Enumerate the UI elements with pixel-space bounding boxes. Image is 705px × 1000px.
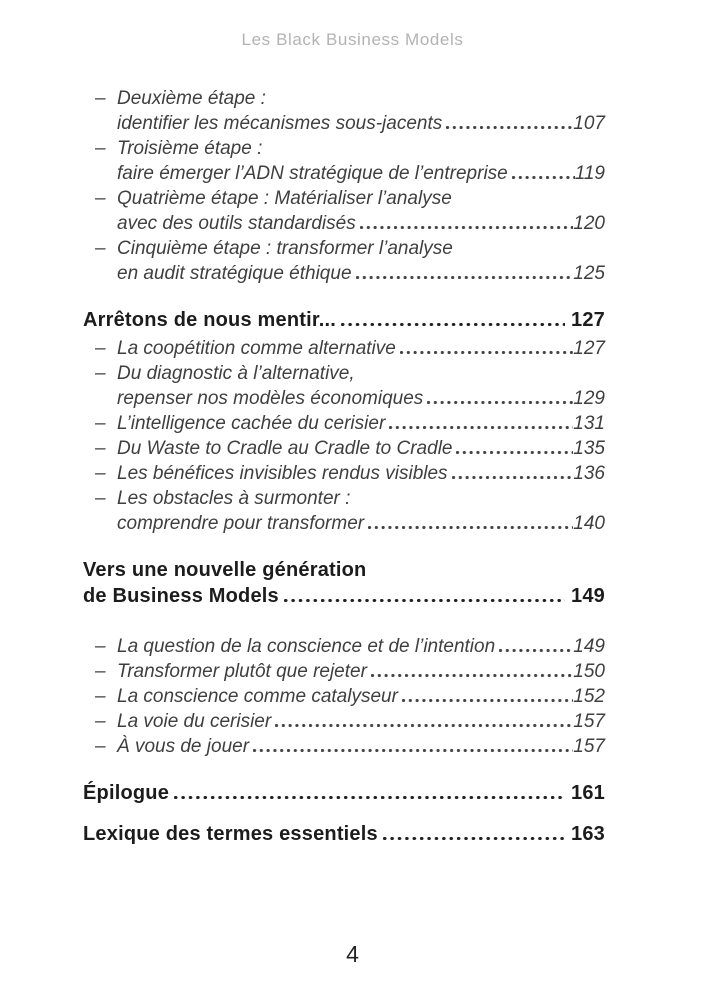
dash-bullet: – — [95, 736, 106, 757]
dash-bullet: – — [95, 238, 106, 259]
entry-page-number: 149 — [573, 636, 605, 657]
toc-line — [83, 780, 605, 806]
toc-line — [83, 684, 605, 709]
toc-item — [83, 236, 605, 286]
dash-bullet: – — [95, 488, 106, 509]
entry-page-number: 125 — [573, 263, 605, 284]
entry-page-number: 150 — [573, 661, 605, 682]
toc-item — [83, 684, 605, 709]
toc-item — [83, 659, 605, 684]
entry-title: Troisième étape : — [117, 138, 263, 159]
toc-line — [83, 386, 605, 411]
toc-line — [83, 261, 605, 286]
entry-title: identifier les mécanismes sous-jacents — [117, 113, 443, 134]
toc-line — [83, 436, 605, 461]
entry-page-number: 157 — [573, 711, 605, 732]
toc-line — [83, 486, 605, 511]
dot-leader — [368, 526, 573, 529]
entry-title: Arrêtons de nous mentir... — [83, 309, 337, 331]
toc-group — [83, 86, 605, 286]
toc-line — [83, 634, 605, 659]
dash-bullet: – — [95, 338, 106, 359]
toc-item — [83, 461, 605, 486]
entry-title: de Business Models — [83, 585, 279, 607]
toc-group — [83, 780, 605, 806]
dash-bullet: – — [95, 138, 106, 159]
toc-line — [83, 557, 605, 583]
dot-leader — [452, 476, 574, 479]
toc-section-heading — [83, 780, 605, 806]
entry-title: La voie du cerisier — [117, 711, 272, 732]
toc-line — [83, 136, 605, 161]
entry-title: avec des outils standardisés — [117, 213, 356, 234]
dash-bullet: – — [95, 413, 106, 434]
dot-leader — [402, 699, 573, 702]
entry-page-number: 161 — [571, 782, 605, 804]
dash-bullet: – — [95, 636, 106, 657]
toc-line — [83, 709, 605, 734]
entry-title: en audit stratégique éthique — [117, 263, 352, 284]
dot-leader — [341, 323, 565, 326]
toc-item — [83, 336, 605, 361]
entry-title: faire émerger l’ADN stratégique de l’entreprise — [117, 163, 508, 184]
entry-page-number: 136 — [573, 463, 605, 484]
toc-item — [83, 361, 605, 411]
entry-page-number: 119 — [574, 163, 605, 184]
entry-title: Cinquième étape : transformer l’analyse — [117, 238, 453, 259]
dot-leader — [360, 226, 574, 229]
entry-title: La conscience comme catalyseur — [117, 686, 398, 707]
toc-item — [83, 186, 605, 236]
entry-page-number: 140 — [573, 513, 605, 534]
dot-leader — [400, 351, 573, 354]
entry-page-number: 127 — [571, 309, 605, 331]
entry-title: Les obstacles à surmonter : — [117, 488, 351, 509]
toc-group — [83, 557, 605, 759]
entry-title: comprendre pour transformer — [117, 513, 365, 534]
toc-group — [83, 821, 605, 847]
toc-line — [83, 821, 605, 847]
entry-title: Vers une nouvelle génération — [83, 559, 367, 581]
toc-section-heading — [83, 307, 605, 333]
toc-line — [83, 361, 605, 386]
dot-leader — [174, 796, 565, 799]
toc-line — [83, 307, 605, 333]
dash-bullet: – — [95, 711, 106, 732]
toc-line — [83, 411, 605, 436]
entry-page-number: 127 — [573, 338, 605, 359]
dash-bullet: – — [95, 88, 106, 109]
toc-item — [83, 411, 605, 436]
entry-title: Lexique des termes essentiels — [83, 823, 378, 845]
entry-title: Épilogue — [83, 782, 170, 804]
entry-title: L’intelligence cachée du cerisier — [117, 413, 386, 434]
dot-leader — [383, 837, 565, 840]
toc-line — [83, 461, 605, 486]
entry-title: Les bénéfices invisibles rendus visibles — [117, 463, 448, 484]
entry-title: Du Waste to Cradle au Cradle to Cradle — [117, 438, 453, 459]
toc — [83, 86, 605, 847]
dot-leader — [456, 451, 573, 454]
toc-item — [83, 486, 605, 536]
toc-item — [83, 709, 605, 734]
toc-line — [83, 86, 605, 111]
dot-leader — [284, 599, 565, 602]
dot-leader — [275, 724, 573, 727]
toc-line — [83, 111, 605, 136]
toc-group — [83, 307, 605, 536]
entry-page-number: 163 — [571, 823, 605, 845]
toc-line — [83, 211, 605, 236]
entry-page-number: 135 — [573, 438, 605, 459]
toc-item — [83, 634, 605, 659]
entry-page-number: 149 — [571, 585, 605, 607]
dot-leader — [253, 749, 573, 752]
toc-section-heading — [83, 557, 605, 609]
entry-title: La question de la conscience et de l’intention — [117, 636, 496, 657]
dash-bullet: – — [95, 661, 106, 682]
toc-line — [83, 511, 605, 536]
dot-leader — [499, 649, 573, 652]
toc-section-heading — [83, 821, 605, 847]
toc-line — [83, 186, 605, 211]
dash-bullet: – — [95, 463, 106, 484]
dot-leader — [371, 674, 573, 677]
toc-item — [83, 136, 605, 186]
dot-leader — [446, 126, 573, 129]
entry-page-number: 152 — [573, 686, 605, 707]
toc-line — [83, 161, 605, 186]
entry-title: Transformer plutôt que rejeter — [117, 661, 367, 682]
entry-title: La coopétition comme alternative — [117, 338, 396, 359]
dot-leader — [356, 276, 574, 279]
entry-title: À vous de jouer — [117, 736, 250, 757]
entry-page-number: 157 — [573, 736, 605, 757]
running-head: Les Black Business Models — [241, 30, 464, 49]
entry-title: repenser nos modèles économiques — [117, 388, 424, 409]
dot-leader — [512, 176, 575, 179]
dot-leader — [427, 401, 573, 404]
entry-page-number: 107 — [573, 113, 605, 134]
entry-title: Du diagnostic à l’alternative, — [117, 363, 355, 384]
dash-bullet: – — [95, 438, 106, 459]
toc-line — [83, 583, 605, 609]
dash-bullet: – — [95, 188, 106, 209]
dot-leader — [389, 426, 573, 429]
page-number-folio: 4 — [346, 941, 359, 967]
entry-title: Deuxième étape : — [117, 88, 266, 109]
entry-title: Quatrième étape : Matérialiser l’analyse — [117, 188, 452, 209]
entry-page-number: 120 — [573, 213, 605, 234]
toc-item — [83, 734, 605, 759]
toc-item — [83, 86, 605, 136]
dash-bullet: – — [95, 686, 106, 707]
entry-page-number: 131 — [573, 413, 605, 434]
toc-item — [83, 436, 605, 461]
entry-page-number: 129 — [573, 388, 605, 409]
toc-line — [83, 734, 605, 759]
toc-line — [83, 659, 605, 684]
dash-bullet: – — [95, 363, 106, 384]
toc-line — [83, 336, 605, 361]
toc-line — [83, 236, 605, 261]
